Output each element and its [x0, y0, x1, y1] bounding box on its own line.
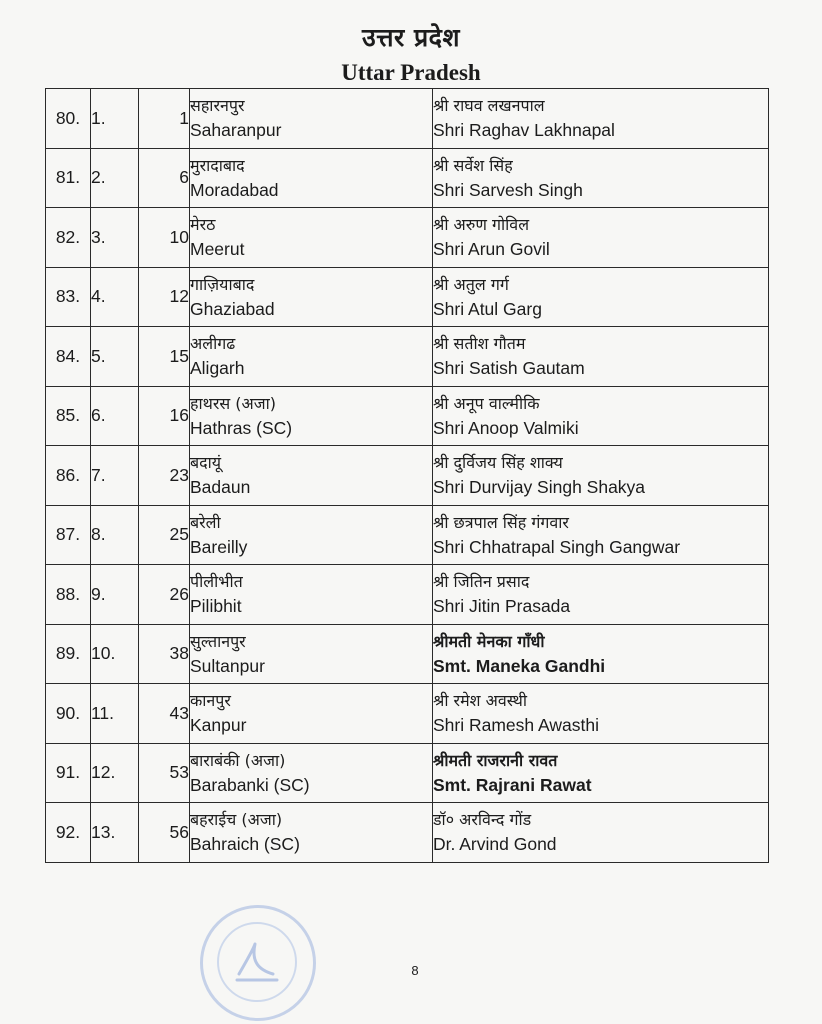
state-serial-cell: 13.	[91, 803, 139, 863]
candidate-english: Shri Satish Gautam	[433, 358, 585, 379]
candidate-cell	[433, 386, 769, 446]
candidate-cell	[433, 446, 769, 506]
state-serial-cell: 9.	[91, 565, 139, 625]
candidate-cell	[433, 684, 769, 744]
constituency-cell	[190, 684, 433, 744]
seal-signature-mark	[233, 940, 281, 986]
page-number: 8	[411, 963, 419, 978]
constituency-english: Bareilly	[190, 536, 248, 557]
candidate-hindi: श्री अरुण गोविल	[433, 215, 530, 235]
constituency-english: Ghaziabad	[190, 298, 275, 319]
constituency-cell	[190, 446, 433, 506]
candidate-english: Shri Arun Govil	[433, 239, 550, 260]
constituency-english: Badaun	[190, 477, 251, 498]
candidate-hindi: श्रीमती मेनका गाँधी	[433, 631, 545, 651]
constituency-number-cell: 10	[139, 208, 190, 268]
constituency-cell	[190, 386, 433, 446]
candidate-hindi: श्री राघव लखनपाल	[433, 96, 545, 116]
official-seal-stamp	[200, 905, 316, 1021]
table-row	[46, 743, 769, 803]
constituency-hindi: गाज़ियाबाद	[190, 274, 255, 294]
table-row	[46, 386, 769, 446]
candidate-hindi: श्री अतुल गर्ग	[433, 274, 509, 294]
constituency-english: Saharanpur	[190, 120, 282, 141]
constituency-cell	[190, 565, 433, 625]
constituency-hindi: मुरादाबाद	[190, 155, 245, 175]
candidate-hindi: श्री अनूप वाल्मीकि	[433, 393, 540, 413]
state-serial-cell: 7.	[91, 446, 139, 506]
constituency-number-cell: 16	[139, 386, 190, 446]
candidate-english: Shri Jitin Prasada	[433, 596, 571, 617]
candidate-hindi: श्री सतीश गौतम	[433, 334, 526, 354]
candidate-cell	[433, 803, 769, 863]
constituency-number-cell: 12	[139, 267, 190, 327]
constituency-hindi: सुल्तानपुर	[190, 631, 246, 651]
serial-number-cell: 82.	[46, 208, 91, 268]
table-row	[46, 684, 769, 744]
table-row	[46, 624, 769, 684]
candidate-english: Shri Anoop Valmiki	[433, 417, 579, 438]
table-row	[46, 803, 769, 863]
constituency-hindi: अलीगढ	[190, 334, 236, 354]
page-title-english: Uttar Pradesh	[341, 60, 481, 85]
constituency-number-cell: 6	[139, 148, 190, 208]
candidate-cell	[433, 743, 769, 803]
state-serial-cell: 5.	[91, 327, 139, 387]
constituency-cell	[190, 267, 433, 327]
constituency-number-cell: 23	[139, 446, 190, 506]
constituency-cell	[190, 148, 433, 208]
serial-number-cell: 84.	[46, 327, 91, 387]
table-row	[46, 208, 769, 268]
constituency-cell	[190, 803, 433, 863]
serial-number-cell: 87.	[46, 505, 91, 565]
serial-number-cell: 81.	[46, 148, 91, 208]
constituency-english: Aligarh	[190, 358, 245, 379]
constituency-hindi: मेरठ	[190, 215, 216, 235]
candidate-english: Shri Atul Garg	[433, 298, 542, 319]
serial-number-cell: 88.	[46, 565, 91, 625]
page-title-hindi: उत्तर प्रदेश	[362, 23, 460, 52]
table-row	[46, 148, 769, 208]
state-serial-cell: 3.	[91, 208, 139, 268]
constituency-english: Hathras (SC)	[190, 417, 293, 438]
state-serial-cell: 8.	[91, 505, 139, 565]
state-serial-cell: 10.	[91, 624, 139, 684]
state-serial-cell: 1.	[91, 89, 139, 149]
constituency-number-cell: 1	[139, 89, 190, 149]
constituency-number-cell: 53	[139, 743, 190, 803]
constituency-english: Pilibhit	[190, 596, 242, 617]
candidate-cell	[433, 89, 769, 149]
candidate-hindi: श्री दुर्विजय सिंह शाक्य	[433, 453, 563, 473]
state-serial-cell: 12.	[91, 743, 139, 803]
candidate-english: Shri Durvijay Singh Shakya	[433, 477, 646, 498]
candidate-cell	[433, 327, 769, 387]
candidate-cell	[433, 267, 769, 327]
constituency-hindi: बाराबंकी (अजा)	[190, 750, 286, 770]
constituency-english: Barabanki (SC)	[190, 774, 310, 795]
table-row	[46, 565, 769, 625]
candidate-hindi: श्री छत्रपाल सिंह गंगवार	[433, 512, 569, 532]
constituency-number-cell: 43	[139, 684, 190, 744]
candidate-hindi: श्री जितिन प्रसाद	[433, 572, 530, 592]
state-serial-cell: 6.	[91, 386, 139, 446]
candidate-hindi: श्री सर्वेश सिंह	[433, 155, 513, 175]
constituency-hindi: हाथरस (अजा)	[190, 393, 277, 413]
state-serial-cell: 2.	[91, 148, 139, 208]
candidate-cell	[433, 208, 769, 268]
constituency-cell	[190, 505, 433, 565]
table-row	[46, 267, 769, 327]
state-serial-cell: 4.	[91, 267, 139, 327]
candidate-english: Shri Sarvesh Singh	[433, 179, 583, 200]
serial-number-cell: 89.	[46, 624, 91, 684]
candidate-hindi: श्रीमती राजरानी रावत	[433, 750, 558, 770]
constituency-hindi: पीलीभीत	[190, 572, 243, 592]
constituency-english: Moradabad	[190, 179, 279, 200]
constituency-hindi: सहारनपुर	[190, 96, 245, 116]
candidate-table	[45, 88, 769, 863]
state-serial-cell: 11.	[91, 684, 139, 744]
serial-number-cell: 91.	[46, 743, 91, 803]
serial-number-cell: 83.	[46, 267, 91, 327]
constituency-english: Kanpur	[190, 715, 247, 736]
serial-number-cell: 85.	[46, 386, 91, 446]
candidate-english: Shri Raghav Lakhnapal	[433, 120, 615, 141]
serial-number-cell: 92.	[46, 803, 91, 863]
candidate-cell	[433, 565, 769, 625]
candidate-english: Smt. Maneka Gandhi	[433, 655, 606, 676]
table-row	[46, 327, 769, 387]
constituency-cell	[190, 743, 433, 803]
candidate-english: Shri Chhatrapal Singh Gangwar	[433, 536, 681, 557]
candidate-hindi: श्री रमेश अवस्थी	[433, 691, 528, 711]
constituency-english: Sultanpur	[190, 655, 265, 676]
candidate-english: Smt. Rajrani Rawat	[433, 774, 592, 795]
candidate-cell	[433, 624, 769, 684]
constituency-english: Bahraich (SC)	[190, 834, 300, 855]
constituency-english: Meerut	[190, 239, 245, 260]
constituency-hindi: बरेली	[190, 512, 221, 532]
constituency-hindi: बहराईच (अजा)	[190, 810, 283, 830]
table-row	[46, 446, 769, 506]
candidate-cell	[433, 505, 769, 565]
constituency-number-cell: 26	[139, 565, 190, 625]
candidate-hindi: डॉ० अरविन्द गोंड	[433, 810, 532, 830]
constituency-cell	[190, 89, 433, 149]
serial-number-cell: 90.	[46, 684, 91, 744]
constituency-cell	[190, 624, 433, 684]
constituency-cell	[190, 327, 433, 387]
serial-number-cell: 80.	[46, 89, 91, 149]
constituency-hindi: कानपुर	[190, 691, 231, 711]
constituency-hindi: बदायूं	[190, 453, 222, 473]
constituency-number-cell: 56	[139, 803, 190, 863]
constituency-cell	[190, 208, 433, 268]
table-row	[46, 505, 769, 565]
serial-number-cell: 86.	[46, 446, 91, 506]
constituency-number-cell: 25	[139, 505, 190, 565]
candidate-english: Dr. Arvind Gond	[433, 834, 557, 855]
constituency-number-cell: 15	[139, 327, 190, 387]
constituency-number-cell: 38	[139, 624, 190, 684]
table-row	[46, 89, 769, 149]
candidate-english: Shri Ramesh Awasthi	[433, 715, 600, 736]
candidate-cell	[433, 148, 769, 208]
